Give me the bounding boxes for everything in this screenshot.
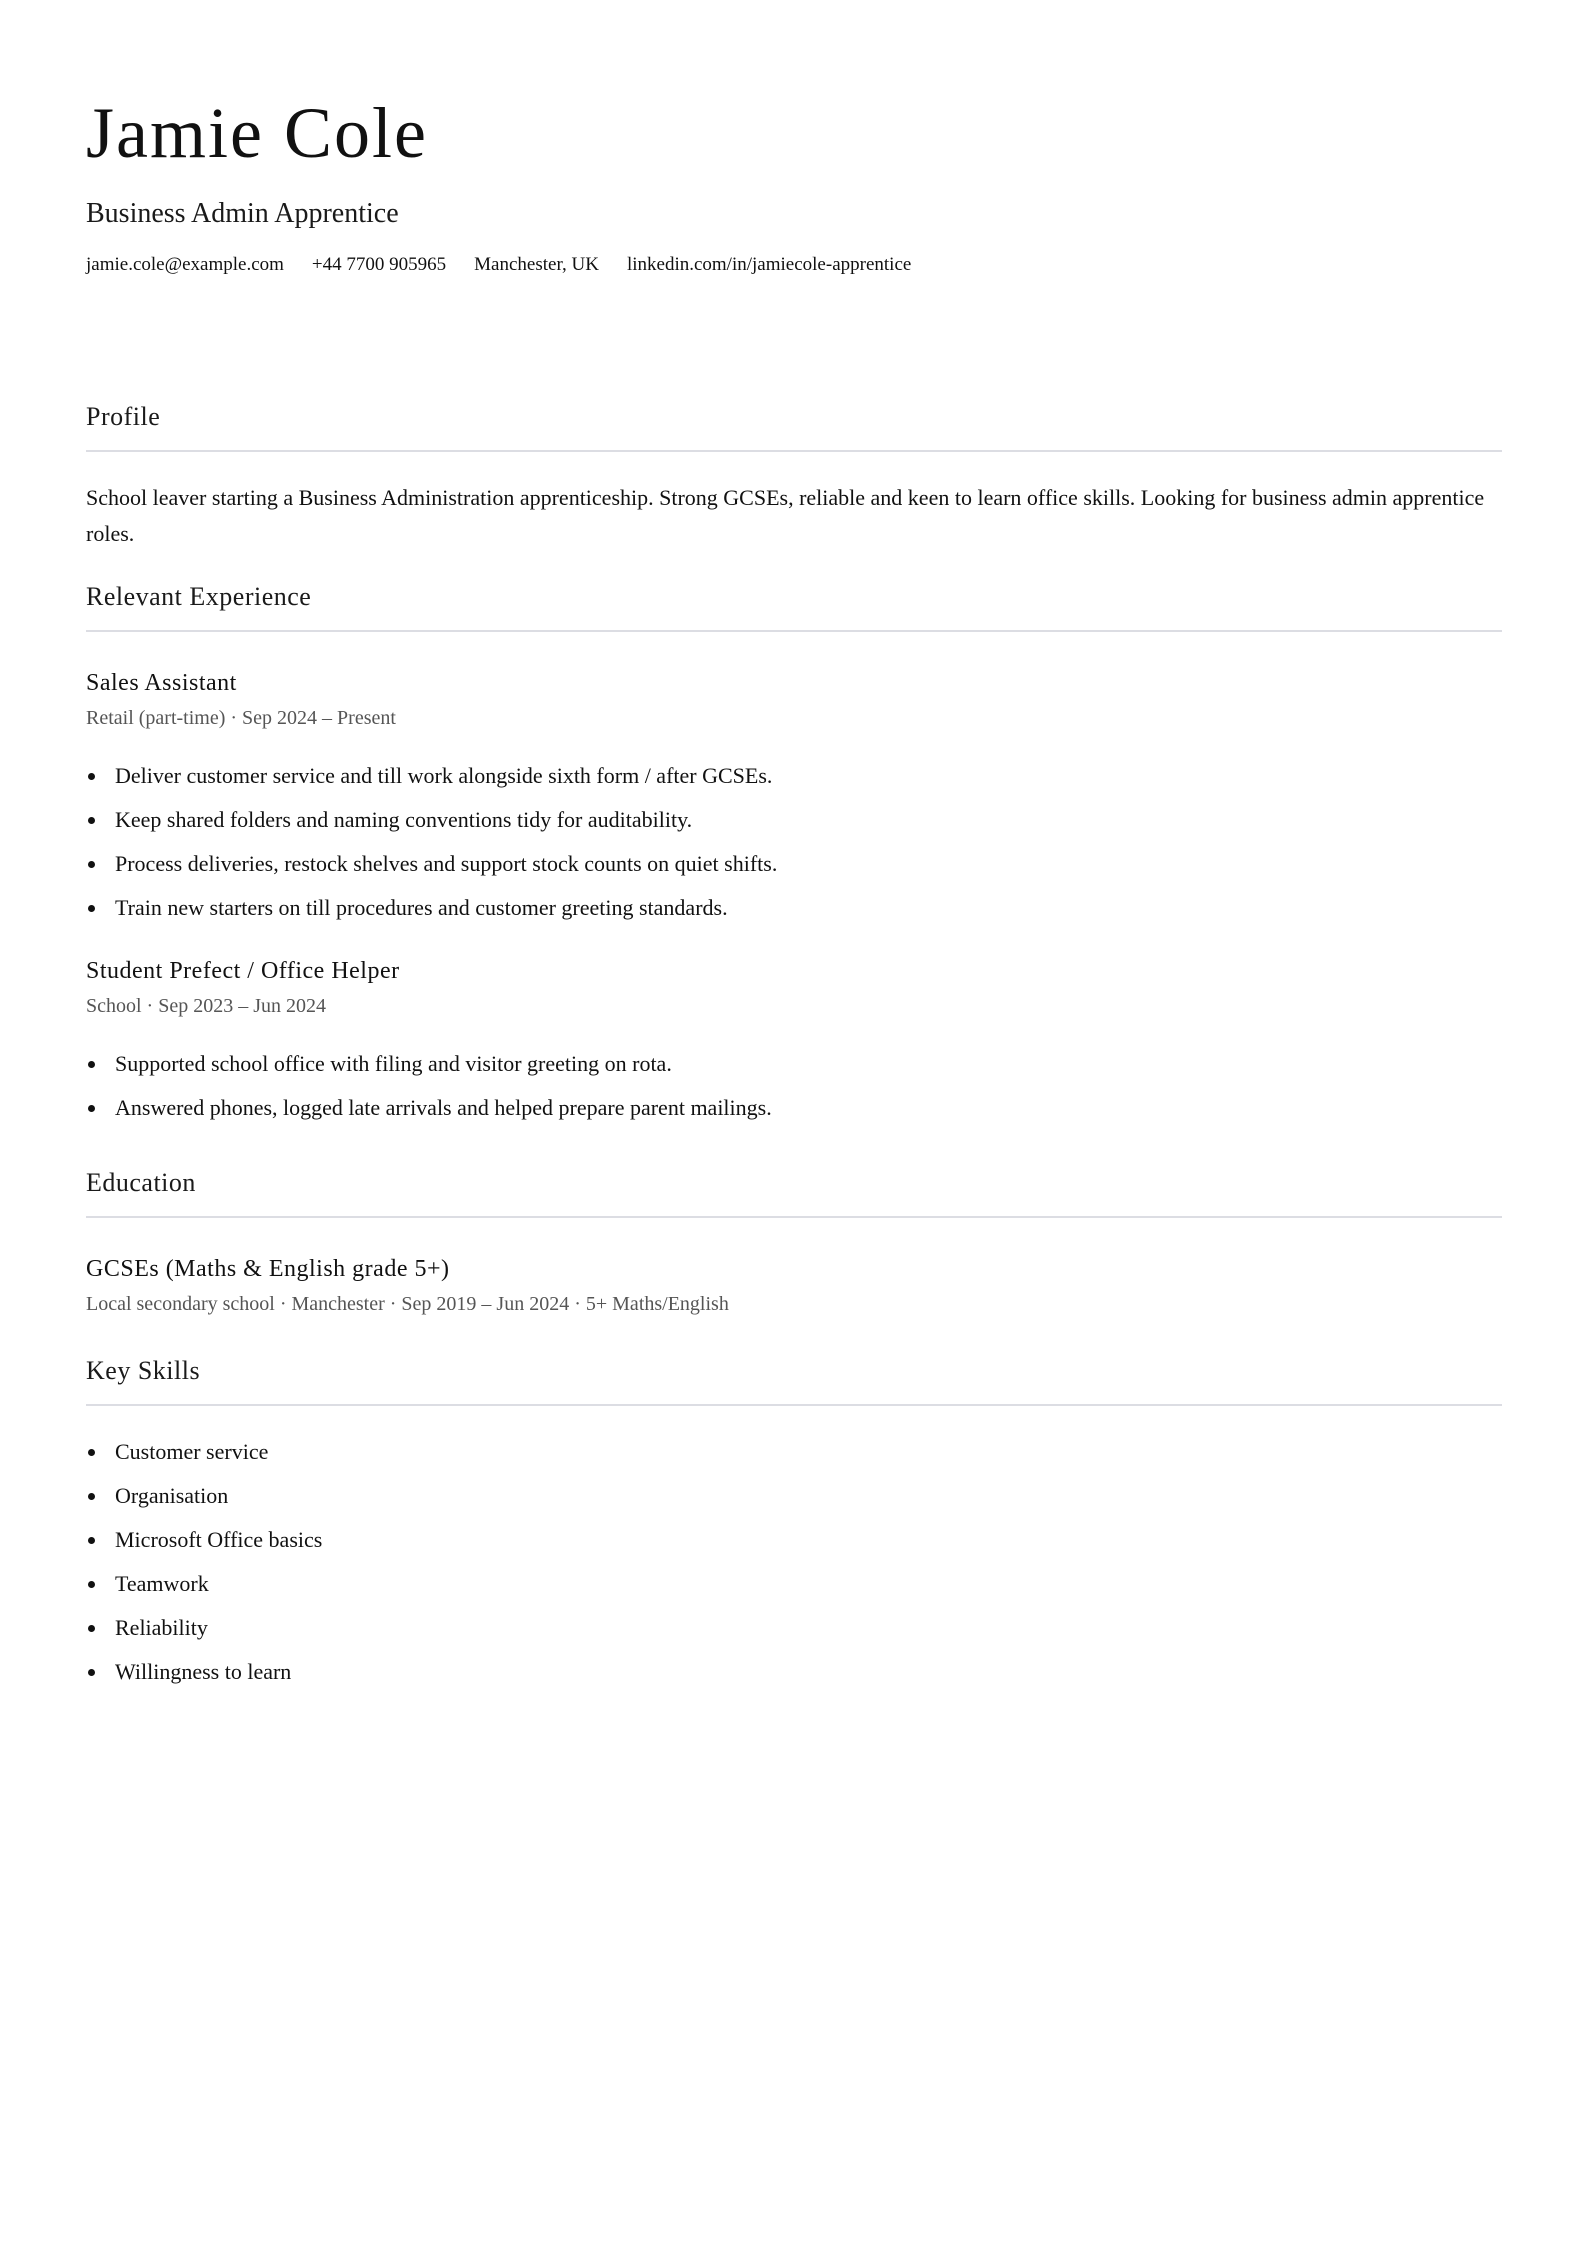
job-title: Sales Assistant	[86, 669, 237, 696]
job-bullet: Answered phones, logged late arrivals and helped prepare parent mailings.	[86, 1086, 1502, 1130]
candidate-title: Business Admin Apprentice	[86, 197, 399, 229]
skills-list	[86, 1430, 1502, 1694]
contact-email: jamie.cole@example.com	[86, 253, 284, 275]
skill-item: Microsoft Office basics	[86, 1518, 1502, 1562]
job-meta: Retail (part-time) · Sep 2024 – Present	[86, 706, 396, 729]
resume-header	[86, 0, 1502, 276]
job-entry	[86, 958, 1502, 1130]
job-bullet: Keep shared folders and naming conventions tidy for auditability.	[86, 798, 1502, 842]
contact-line	[86, 254, 1502, 276]
candidate-name: Jamie Cole	[86, 93, 428, 173]
job-title: Student Prefect / Office Helper	[86, 957, 400, 984]
section-heading-skills: Key Skills	[86, 1356, 1502, 1406]
skill-item: Reliability	[86, 1606, 1502, 1650]
section-heading-experience: Relevant Experience	[86, 582, 1502, 632]
contact-linkedin: linkedin.com/in/jamiecole-apprentice	[626, 253, 912, 275]
skill-item: Organisation	[86, 1474, 1502, 1518]
section-heading-profile: Profile	[86, 402, 1502, 452]
skill-item: Willingness to learn	[86, 1650, 1502, 1694]
education-entry	[86, 1256, 1502, 1316]
skills-section	[86, 1356, 1502, 1694]
education-section	[86, 1168, 1502, 1316]
job-entry	[86, 670, 1502, 930]
job-bullet: Supported school office with filing and visitor greeting on rota.	[86, 1042, 1502, 1086]
skill-item: Teamwork	[86, 1562, 1502, 1606]
section-heading-education: Education	[86, 1168, 1502, 1218]
job-bullet: Train new starters on till procedures and customer greeting standards.	[86, 886, 1502, 930]
contact-location: Manchester, UK	[474, 253, 599, 275]
profile-summary: School leaver starting a Business Administration apprenticeship. Strong GCSEs, reliable and keen to learn office skills. Looking for business admin apprentice roles.	[86, 484, 1485, 546]
job-bullets	[86, 1042, 1502, 1130]
profile-section	[86, 402, 1502, 552]
experience-section	[86, 582, 1502, 1130]
job-bullet: Deliver customer service and till work alongside sixth form / after GCSEs.	[86, 754, 1502, 798]
education-title: GCSEs (Maths & English grade 5+)	[86, 1255, 450, 1282]
job-bullet: Process deliveries, restock shelves and support stock counts on quiet shifts.	[86, 842, 1502, 886]
education-meta: Local secondary school · Manchester · Sep 2019 – Jun 2024 · 5+ Maths/English	[86, 1292, 729, 1315]
skill-item: Customer service	[86, 1430, 1502, 1474]
job-meta: School · Sep 2023 – Jun 2024	[86, 994, 326, 1017]
contact-phone: +44 7700 905965	[311, 253, 447, 275]
job-bullets	[86, 754, 1502, 930]
